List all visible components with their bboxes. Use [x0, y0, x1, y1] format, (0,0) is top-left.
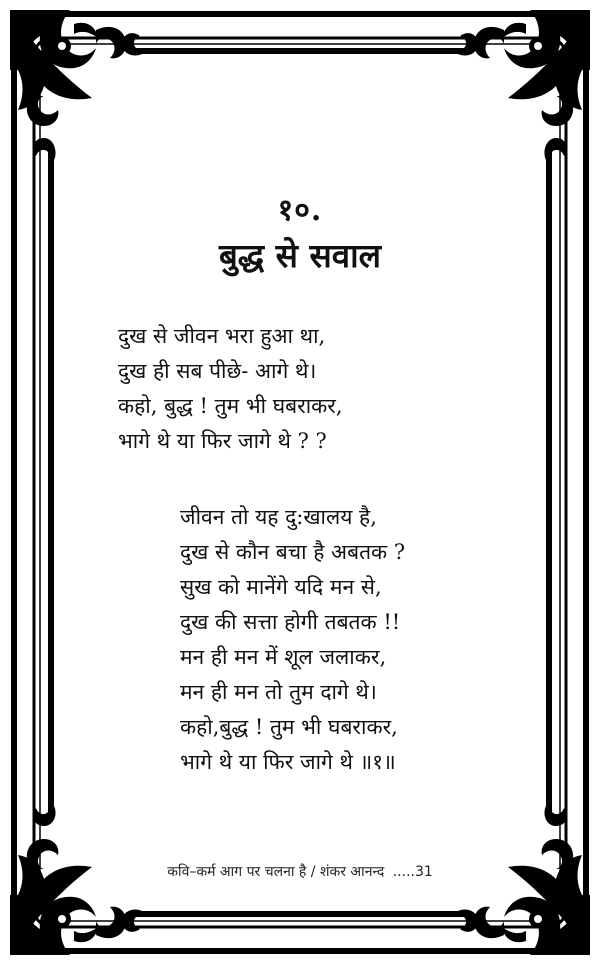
chapter-number: १०. — [277, 193, 323, 228]
poem-line: सुख को मानेंगे यदि मन से, — [180, 575, 382, 599]
stanza-2 — [180, 500, 405, 780]
poem-line: दुख से कौन बचा है अबतक ? — [180, 540, 406, 564]
footer-credit — [0, 862, 600, 881]
poem-line: भागे थे या फिर जागे थे ? ? — [118, 429, 327, 453]
stanza-1 — [118, 319, 343, 459]
poem-line: जीवन तो यह दु:खालय है, — [180, 505, 377, 529]
poem-line: दुख की सत्ता होगी तबतक !! — [180, 610, 401, 634]
poem-line: कहो,बुद्ध ! तुम भी घबराकर, — [180, 715, 398, 739]
footer-text: कवि–कर्म आग पर चलना है / शंकर आनन्द — [167, 864, 385, 880]
poem-line: दुख ही सब पीछे- आगे थे। — [118, 359, 317, 383]
poem-line: भागे थे या फिर जागे थे ॥१॥ — [180, 750, 396, 774]
poem-title: बुद्ध से सवाल — [218, 236, 382, 275]
poem-line: मन ही मन में शूल जलाकर, — [180, 645, 387, 669]
poem-line: मन ही मन तो तुम दागे थे। — [180, 680, 377, 704]
poem-line: दुख से जीवन भरा हुआ था, — [118, 324, 326, 348]
page-number: .....31 — [392, 864, 433, 880]
poem-line: कहो, बुद्ध ! तुम भी घबराकर, — [118, 394, 343, 418]
